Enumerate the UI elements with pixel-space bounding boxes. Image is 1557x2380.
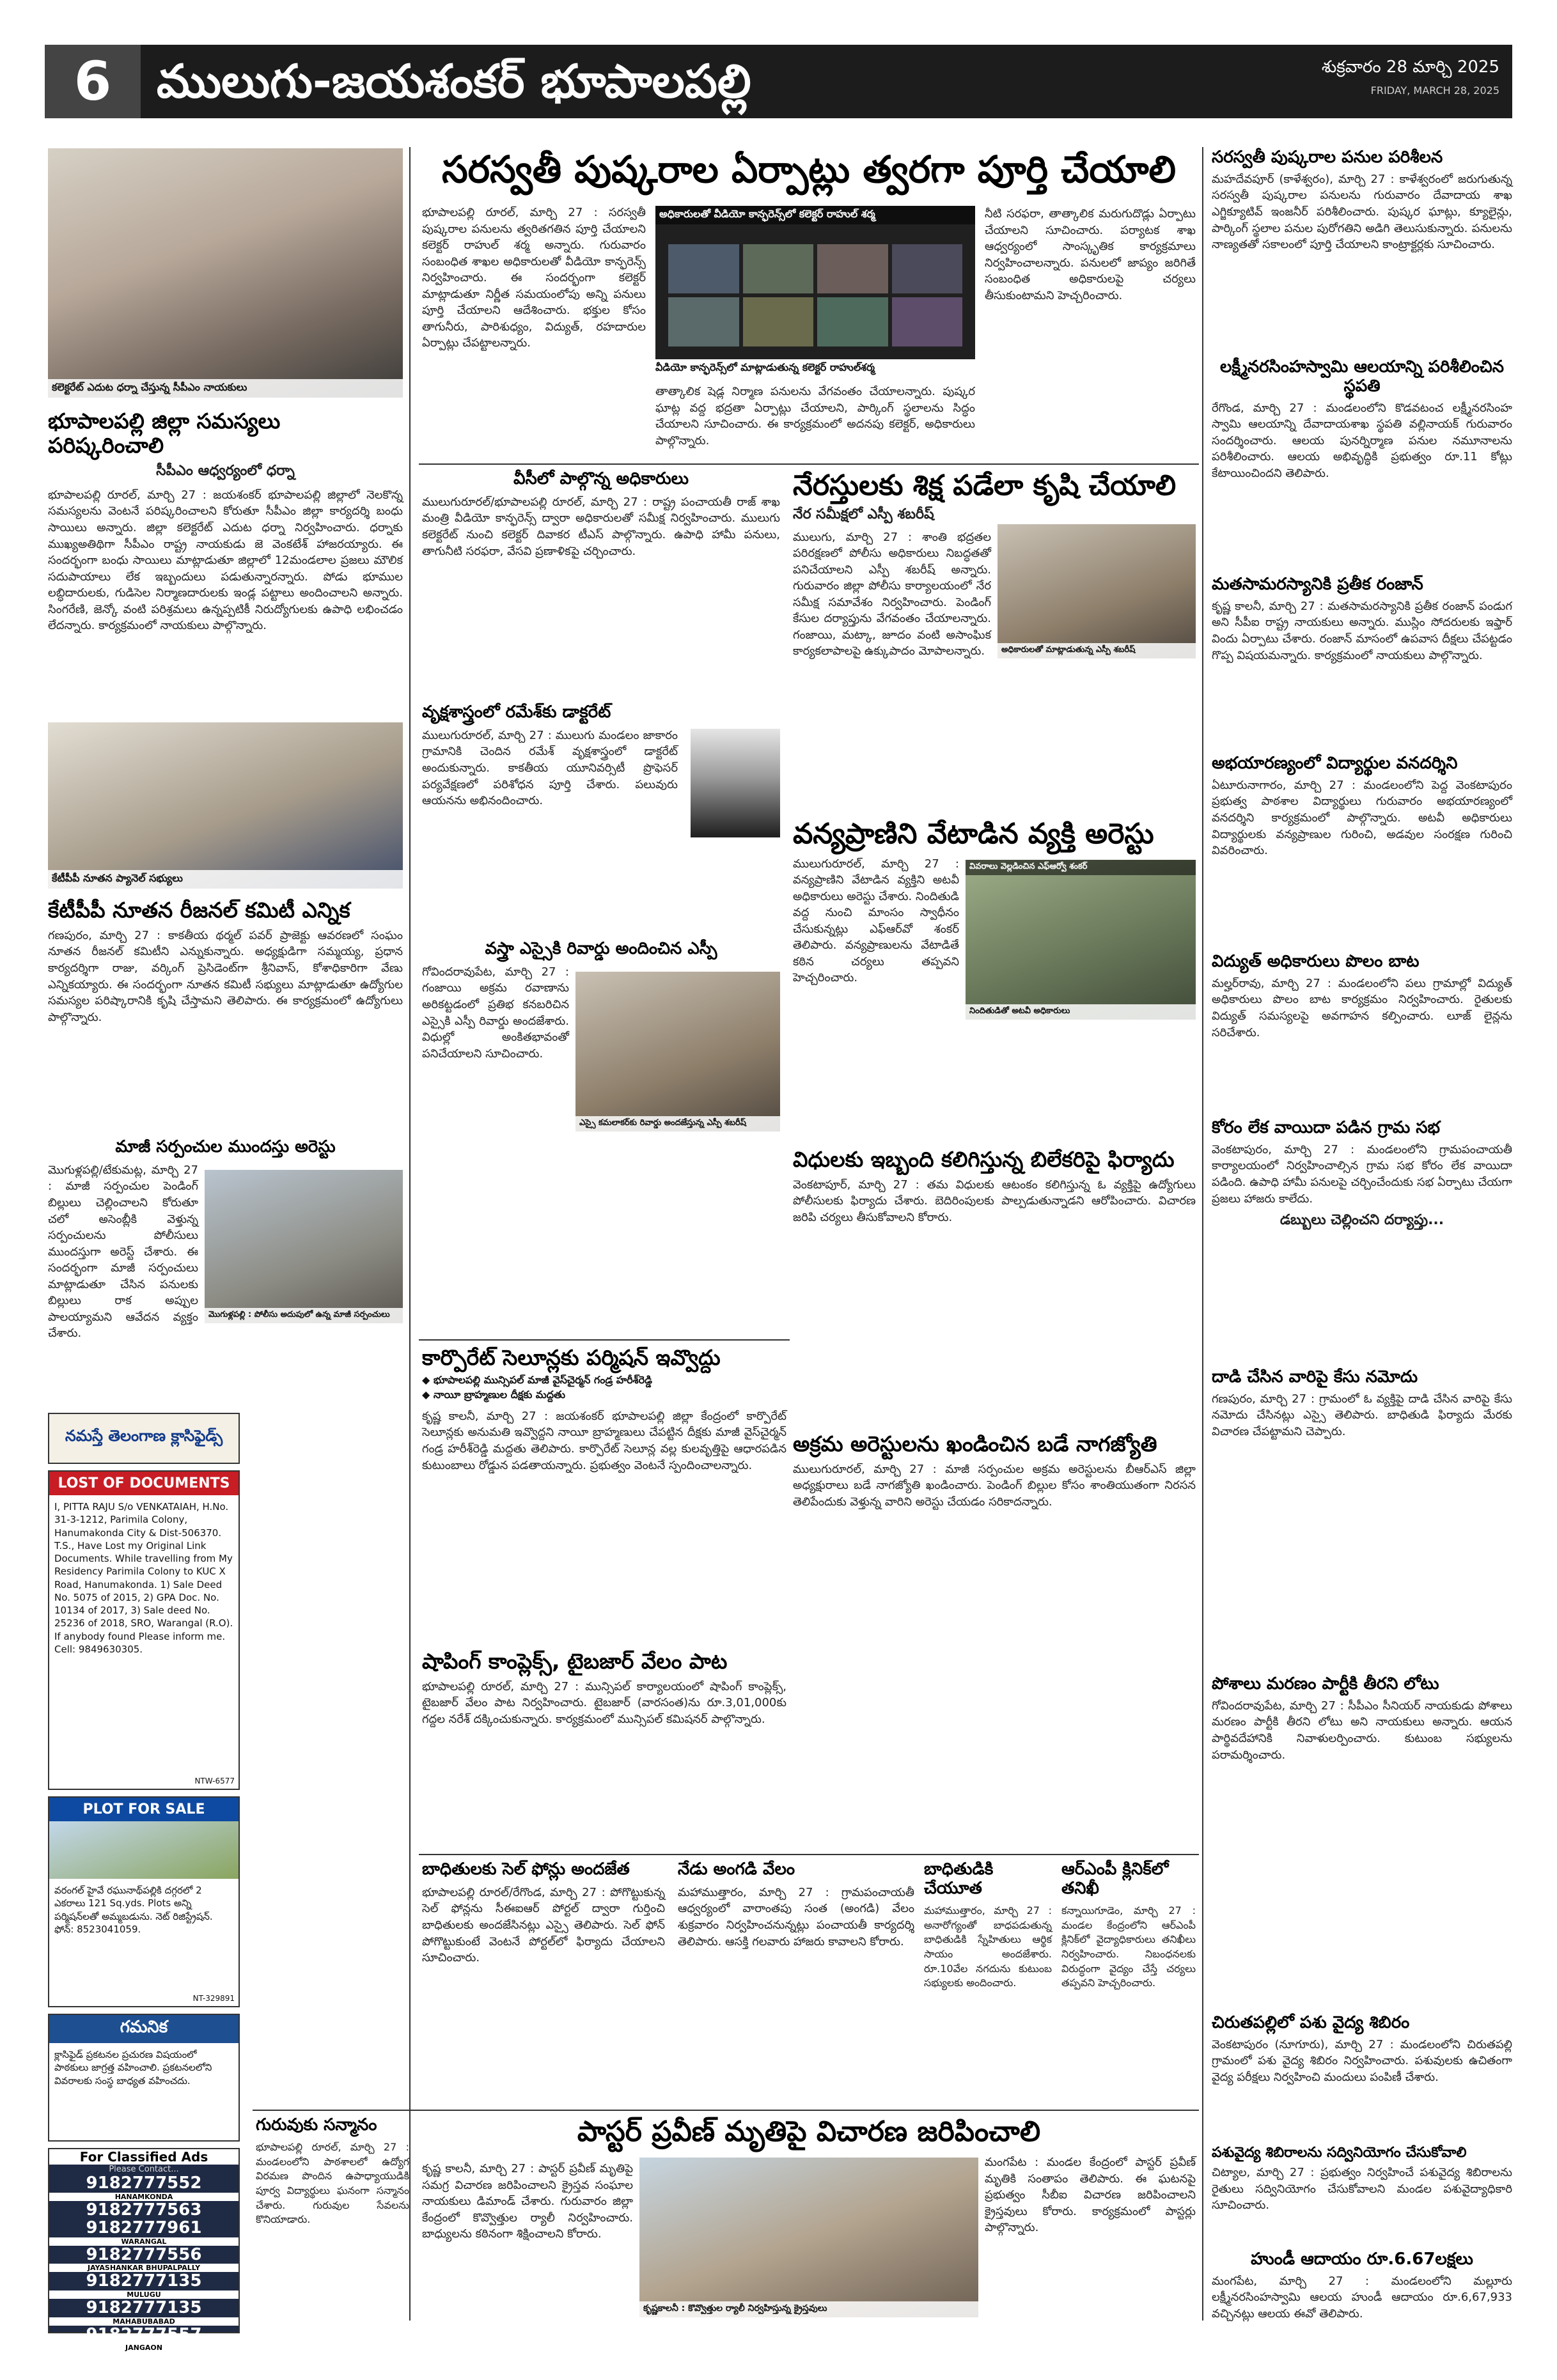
article-teacher-honor [256,2116,409,2227]
article-body: భూపాలపల్లి రూరల్, మార్చి 27 : మున్సిపల్ కార్యాలయంలో షాపింగ్ కాంప్లెక్స్, టైబజార్ వేలం పాట నిర్వహించారు. టైబజార్ (వారసంత)ను రూ.3,01,000కు గద్దల నరేశ్ దక్కించుకున్నారు. కార్యక్రమంలో మున్సిపల్ కమిషనర్ పాల్గొన్నారు. [422,1679,786,1727]
classifieds-brand-box [48,1413,240,1464]
committee-photo [48,722,403,889]
article-pushkaralu-inspection [1212,148,1512,253]
contact-area: MULUGU [49,2291,239,2299]
issue-date-telugu: శుక్రవారం 28 మార్చి 2025 [1321,58,1499,77]
page-masthead [45,45,1512,118]
contacts-subtitle: Please Contact... [109,2165,179,2174]
headline: కేటీపీపీ నూతన రీజనల్ కమిటీ ఎన్నిక [48,898,350,922]
headline: విధులకు ఇబ్బంది కలిగిస్తున్న బిలేకరిపై ఫిర్యాదు [793,1147,1175,1172]
article-body: ములుగురూరల్, మార్చి 27 : మాజీ సర్పంచుల అక్రమ అరెస్టులను బీఆర్ఎస్ జిల్లా అధ్యక్షురాలు బడే నాగజ్యోతి ఖండించారు. పెండింగ్ బిల్లుల కోసం శాంతియుతంగా నిరసన తెలిపేందుకు వెళ్తున్న వారిని అరెస్టు చేయడం సరికాదన్నారు. [793,1462,1196,1509]
article-body-2: మంగపేట : మండల కేంద్రంలో పాస్టర్ ప్రవీణ్ మృతికి సంతాపం తెలిపారు. ఈ ఘటనపై ప్రభుత్వం సీబీఐ విచారణ జరిపించాలని క్రైస్తవులు కోరారు. కార్యక్రమంలో పాస్టర్లు పాల్గొన్నారు. [985,2156,1196,2235]
headline: వస్త్రా ఎస్సైకి రివార్డు అందించిన ఎస్పీ [485,939,717,958]
contact-area: JAYASHANKAR BHUPALPALLY [49,2264,239,2272]
headline: సరస్వతీ పుష్కరాల పనుల పరిశీలన [1212,148,1443,167]
headline: నేరస్తులకు శిక్ష పడేలా కృషి చేయాలి [793,469,1177,502]
contact-phone: 9182777565 [86,2351,202,2371]
ad-body: వరంగల్ హైవే రఘునాథ్‌పల్లికి దగ్గరలో 2 ఎకరాలు 121 Sq.yds. Plots అన్ని పర్మిషన్‌లతో అమ్మబడును. నెట్ రిజిస్ట్రేషన్. ఫోన్: 8523041059. [54,1885,213,1935]
headline: పశువైద్య శిబిరాలను సద్వినియోగం చేసుకోవాలి [1212,2145,1467,2161]
headline: లక్ష్మీనరసింహస్వామి ఆలయాన్ని పరిశీలించిన స్థపతి [1219,357,1505,396]
poacher-photo [966,860,1196,1020]
article-clinic-inspection [1061,1860,1196,1991]
article-bhupalpally-issues [48,409,403,634]
lost-documents-ad [48,1470,240,1790]
column-divider [409,147,411,2321]
article-nagajyothi [793,1432,1196,1511]
article-body: గోవిందరావుపేట, మార్చి 27 : సీపీఎం సీనియర్ నాయకుడు పోశాలు మరణం పార్టీకి తీరని లోటు అని నాయకులు అన్నారు. ఆయన పార్థివదేహానికి నివాళులర్పించారు. కుటుంబ సభ్యులను పరామర్శించారు. [1212,1699,1512,1762]
plot-illustration [49,1821,239,1879]
headline: అక్రమ అరెస్టులను ఖండించిన బడే నాగజ్యోతి [793,1431,1157,1456]
column-divider [1202,147,1203,2321]
notice-title: గమనిక [49,2015,239,2043]
article-body: ములుగురూరల్, మార్చి 27 : ములుగు మండలం జాకారం గ్రామానికి చెందిన రమేశ్ వృక్షశాస్త్రంలో డాక్టరేట్ అందుకున్నారు. కాకతీయ యూనివర్సిటీ ప్రొఫెసర్ పర్యవేక్షణలో పరిశోధన పూర్తి చేశారు. పలువురు ఆయనను అభినందించారు. [422,728,678,808]
article-body: భూపాలపల్లి రూరల్, మార్చి 27 : సరస్వతీ పుష్కరాల పనులను త్వరితగతిన పూర్తి చేయాలని కలెక్టర్ రాహుల్ శర్మ అన్నారు. గురువారం సంబంధిత శాఖల అధికారులతో వీడియో కాన్ఫరెన్స్ నిర్వహించారు. ఈ సందర్భంగా కలెక్టర్ మాట్లాడుతూ నిర్ణీత సమయంలోపు అన్ని పనులు పూర్తి చేయాలని ఆదేశించారు. భక్తుల కోసం తాగునీరు, పారిశుధ్యం, విద్యుత్, రహదారుల ఏర్పాట్లు చేపట్టాలన్నారు. [422,206,646,350]
headline: మాజీ సర్పంచుల ముందస్తు అరెస్టు [115,1137,336,1156]
contact-phone: 9182777135 [86,2271,202,2291]
contact-area: JANGAON [49,2344,239,2352]
article-body: తాత్కాలిక షెడ్ల నిర్మాణ పనులను వేగవంతం చేయాలన్నారు. పుష్కర ఘాట్ల వద్ద భద్రతా ఏర్పాట్లు చేయాలని, పార్కింగ్ స్థలాలను సిద్ధం చేయాలని సూచించారు. ఈ కార్యక్రమంలో అదనపు కలెక్టర్, అధికారులు పాల్గొన్నారు. [655,385,975,447]
subhead: ◆ నాయీ బ్రాహ్మణుల దీక్షకు మద్దతు [422,1388,786,1403]
page-number: 6 [45,45,141,118]
contact-phone: 9182777563 [86,2200,202,2220]
article-body: రేగొండ, మార్చి 27 : మండలంలోని కొడవటంచ లక్ష్మీనరసింహ స్వామి ఆలయాన్ని దేవాదాయశాఖ స్థపతి వల్లినాయక్ గురువారం సందర్శించారు. ఆలయ పునర్నిర్మాణ పనుల నమూనాలను పరిశీలించారు. ఆలయ అభివృద్ధికి ప్రభుత్వం రూ.11 కోట్లు కేటాయించిందని తెలిపారు. [1212,401,1512,480]
article-gram-sabha [1212,1119,1512,1231]
headline: వృక్షశాస్త్రంలో రమేశ్‌కు డాక్టరేట్ [422,703,611,722]
headline: మతసామరస్యానికి ప్రతీక రంజాన్ [1212,575,1423,594]
photo-caption: కృష్ణకాలనీ : కొవ్వొత్తుల ర్యాలీ నిర్వహిస్తున్న క్రైస్తవులు [639,2301,978,2317]
article-body: కన్నాయిగూడెం, మార్చి 27 : మండల కేంద్రంలోని ఆర్ఎంపీ క్లినిక్‌లో వైద్యాధికారులు తనిఖీలు నిర్వహించారు. నిబంధనలకు విరుద్ధంగా వైద్యం చేస్తే చర్యలు తప్పవని హెచ్చరించారు. [1061,1904,1196,1989]
contact-area: WARANGAL [49,2237,239,2246]
headline: బాధితుడికి చేయూత [924,1860,994,1898]
article-body: కృష్ణ కాలనీ, మార్చి 27 : పాస్టర్ ప్రవీణ్ మృతిపై సమగ్ర విచారణ జరిపించాలని క్రైస్తవ సంఘాల నాయకులు డిమాండ్ చేశారు. గురువారం జిల్లా కేంద్రంలో కొవ్వొత్తుల ర్యాలీ నిర్వహించారు. బాధ్యులను కఠినంగా శిక్షించాలని కోరారు. [422,2162,633,2241]
notice-box [48,2014,240,2142]
issue-date [1322,58,1499,97]
article-body: భూపాలపల్లి రూరల్, మార్చి 27 : జయశంకర్ భూపాలపల్లి జిల్లాలో నెలకొన్న సమస్యలను వెంటనే పరిష్కరించాలని కోరుతూ సీపీఎం జిల్లా కార్యదర్శి బంధు సాయిలు అన్నారు. జిల్లా కలెక్టరేట్ ఎదుట ధర్నా నిర్వహించారు. ధర్నాకు ముఖ్యఅతిథిగా సీపీఎం రాష్ట్ర నాయకుడు జె వెంకటేశ్ హాజరయ్యారు. ఈ సందర్భంగా బంధు సాయిలు మాట్లాడుతూ జిల్లాలో 12మండలాల ప్రజలు మౌలిక సదుపాయాలు లేక ఇబ్బందులు పడుతున్నారన్నారు. పోడు భూముల లబ్ధిదారులకు, గుడిసెల నిర్మాణదారులకు ఇండ్ల పట్టాలు అందించాలని అన్నారు. సింగరేణి, జెన్కో వంటి పరిశ్రమలు ఉన్నప్పటికీ నిరుద్యోగులకు ఉపాధి లభించడం లేదన్నారు. కార్యక్రమంలో నాయకులు పాల్గొన్నారు. [48,488,403,633]
lead-photo-caption-block [655,361,975,376]
ad-title: LOST OF DOCUMENTS [49,1472,239,1495]
video-conference-photo [655,206,975,359]
subhead: ◆ భూపాలపల్లి మున్సిపల్ మాజీ వైస్‌చైర్మన్ గండ్ర హరీశ్‌రెడ్డి [422,1374,786,1388]
article-body: గణపురం, మార్చి 27 : గ్రామంలో ఓ వ్యక్తిపై దాడి చేసిన వారిపై కేసు నమోదు చేసినట్లు ఎస్సై తెలిపారు. బాధితుడి ఫిర్యాదు మేరకు విచారణ చేపట్టామని చెప్పారు. [1212,1392,1512,1438]
ad-ref: NTW-6577 [194,1776,235,1785]
article-body: నీటి సరఫరా, తాత్కాలిక మరుగుదొడ్లు ఏర్పాటు చేయాలని సూచించారు. పర్యాటక శాఖ ఆధ్వర్యంలో సాంస్కృతిక కార్యక్రమాలు నిర్వహించాలన్నారు. పనులలో జాప్యం జరిగితే సంబంధిత అధికారులపై చర్యలు తీసుకుంటామని హెచ్చరించారు. [985,207,1196,302]
headline: షాపింగ్ కాంప్లెక్స్, టైబజార్ వేలం పాట [422,1649,728,1674]
article-vet-camp [1212,2014,1512,2086]
classifieds-brand: నమస్తే తెలంగాణ క్లాసిఫైడ్స్ [65,1427,223,1445]
arrest-photo [205,1170,403,1323]
article-body: చిట్యాల, మార్చి 27 : ప్రభుత్వం నిర్వహించే పశువైద్య శిబిరాలను రైతులు సద్వినియోగం చేసుకోవాలని మండల పశువైద్యాధికారి సూచించారు. [1212,2166,1512,2213]
article-poshalu [1212,1675,1512,1763]
article-body: మొగుళ్లపల్లి/టేకుమట్ల, మార్చి 27 : మాజీ సర్పంచుల పెండింగ్ బిల్లులు చెల్లించాలని కోరుతూ చలో అసెంబ్లీకి వెళ్తున్న సర్పంచులను పోలీసులు ముందస్తుగా అరెస్ట్ చేశారు. ఈ సందర్భంగా మాజీ సర్పంచులు మాట్లాడుతూ చేసిన పనులకు బిల్లులు రాక అప్పుల పాలయ్యామని ఆవేదన వ్యక్తం చేశారు. [48,1163,198,1341]
headline: చిరుతపల్లిలో పశు వైద్య శిబిరం [1212,2013,1410,2032]
headline: కార్పొరేట్ సెలూన్లకు పర్మిషన్ ఇవ్వొద్దు [422,1345,721,1370]
contact-phone: 9182777961 [86,2218,202,2238]
photo-caption: వీడియో కాన్ఫరెన్స్‌లో మాట్లాడుతున్న కలెక్టర్ రాహుల్‌శర్మ [655,361,875,373]
article-body: భూపాలపల్లి రూరల్, మార్చి 27 : మండలంలోని పాఠశాలలో ఉద్యోగ విరమణ పొందిన ఉపాధ్యాయుడికి పూర్వ విద్యార్థులు ఘనంగా సన్మానం చేశారు. గురువుల సేవలను కొనియాడారు. [256,2140,409,2226]
photo-caption: అధికారులతో మాట్లాడుతున్న ఎస్పీ శబరీష్ [998,643,1196,658]
lead-article-col1 [422,205,646,352]
article-attack-case [1212,1368,1512,1440]
article-complaint [793,1147,1196,1226]
headline: హుండీ ఆదాయం రూ.6.67లక్షలు [1251,2250,1473,2269]
article-body: భూపాలపల్లి రూరల్/రేగొండ, మార్చి 27 : పోగొట్టుకున్న సెల్ ఫోన్లను సీఈఐఆర్ పోర్టల్ ద్వారా గుర్తించి బాధితులకు అందజేసినట్లు ఎస్సై తెలిపారు. సెల్ ఫోన్ పోగొట్టుకుంటే వెంటనే పోర్టల్‌లో ఫిర్యాదు చేయాలని సూచించారు. [422,1885,665,1965]
article-hundi [1212,2250,1512,2322]
headline: దాడి చేసిన వారిపై కేసు నమోదు [1212,1367,1418,1387]
article-help [924,1860,1052,1991]
article-ramzan [1212,575,1512,664]
video-grid [668,244,962,346]
article-forest-visit [1212,754,1512,859]
photo-caption: అధికారులతో వీడియో కాన్ఫరెన్స్‌లో కలెక్టర్ రాహుల్ శర్మ [655,206,975,224]
article-pastor-praveen [422,2115,1196,2241]
section-rule [419,1854,1199,1855]
photo-caption: మొగుళ్లపల్లి : పోలీసు అదుపులో ఉన్న మాజీ సర్పంచులు [205,1308,403,1323]
candle-rally-photo [639,2158,978,2317]
kicker: సీపీఎం ఆధ్వర్యంలో ధర్నా [156,462,295,479]
headline: కోరం లేక వాయిదా పడిన గ్రామ సభ [1212,1118,1441,1137]
photo-caption: కేటీపీపీ నూతన ప్యానెల్ సభ్యులు [48,870,403,889]
article-body: గణపురం, మార్చి 27 : కాకతీయ థర్మల్ పవర్ ప్రాజెక్టు ఆవరణలో సంఘం నూతన రీజనల్ కమిటీని ఎన్నుకున్నారు. అధ్యక్షుడిగా సమ్మయ్య, ప్రధాన కార్యదర్శిగా రాజు, వర్కింగ్ ప్రెసిడెంట్‌గా శ్రీనివాస్, కోశాధికారిగా వేణు ఎన్నికయ్యారు. ఈ సందర్భంగా నూతన కమిటీ సభ్యులు మాట్లాడుతూ ఉద్యోగుల సమస్యల పరిష్కారానికి కృషి చేస్తామని తెలిపారు. ఈ కార్యక్రమంలో ఉద్యోగులు పాల్గొన్నారు. [48,928,403,1024]
article-body: మల్హర్‌రావు, మార్చి 27 : మండలంలోని పలు గ్రామాల్లో విద్యుత్ అధికారులు పొలం బాట కార్యక్రమం నిర్వహించారు. రైతులకు విద్యుత్ సమస్యలపై అవగాహన కల్పించారు. లూజ్ లైన్లను సరిచేశారు. [1212,976,1512,1039]
lead-article-col3 [985,206,1196,304]
section-rule [253,2110,1199,2111]
article-vet-camp-use [1212,2145,1512,2214]
contacts-title: For Classified Ads [49,2149,239,2165]
article-body: ములుగు, మార్చి 27 : శాంతి భద్రతల పరిరక్షణలో పోలీసు అధికారులు నిబద్ధతతో పనిచేయాలని ఎస్పీ శబరీష్ అన్నారు. గురువారం జిల్లా పోలీసు కార్యాలయంలో నేర సమీక్ష సమావేశం నిర్వహించారు. పెండింగ్ కేసుల దర్యాప్తును వేగవంతం చేయాలన్నారు. గంజాయి, మట్కా, జూదం వంటి అసాంఘిక కార్యకలాపాలపై ఉక్కుపాదం మోపాలన్నారు. [793,530,991,658]
lead-headline: సరస్వతీ పుష్కరాల ఏర్పాట్లు త్వరగా పూర్తి చేయాలి [441,148,1177,191]
ad-ref: NT-329891 [192,1993,235,2003]
article-body: మహాముత్తారం, మార్చి 27 : అనారోగ్యంతో బాధపడుతున్న బాధితుడికి స్నేహితులు ఆర్థిక సాయం అందజేశారు. రూ.10వేల నగదును కుటుంబ సభ్యులకు అందించారు. [924,1904,1052,1989]
article-body: కృష్ణ కాలనీ, మార్చి 27 : జయశంకర్ భూపాలపల్లి జిల్లా కేంద్రంలో కార్పొరేట్ సెలూన్లకు అనుమతి ఇవ్వొద్దని నాయీ బ్రాహ్మణులు చేపట్టిన దీక్షకు మాజీ వైస్‌చైర్మన్ గండ్ర హరీశ్‌రెడ్డి మద్దతు తెలిపారు. కార్పొరేట్ సెలూన్ల వల్ల కులవృత్తిపై ఆధారపడిన కుటుంబాలు రోడ్డున పడతాయన్నారు. ప్రభుత్వం వెంటనే స్పందించాలన్నారు. [422,1409,786,1472]
article-body: వెంకటాపూర్, మార్చి 27 : తమ విధులకు ఆటంకం కలిగిస్తున్న ఓ వ్యక్తిపై ఉద్యోగులు పోలీసులకు ఫిర్యాదు చేశారు. బెదిరింపులకు పాల్పడుతున్నాడని ఆరోపించారు. విచారణ జరిపి చర్యలు తీసుకోవాలని కోరారు. [793,1178,1196,1225]
notice-body: క్లాసిఫైడ్ ప్రకటనల ప్రచురణ విషయంలో పాఠకులు జాగ్రత్త వహించాలి. ప్రకటనలలోని వివరాలకు సంస్థ బాధ్యత వహించదు. [54,2049,212,2087]
reward-photo [575,972,780,1132]
headline: నేడు అంగడి వేలం [678,1860,795,1879]
article-market-auction [678,1860,914,1950]
headline: ఆర్ఎంపీ క్లినిక్‌లో తనిఖీ [1061,1860,1169,1898]
section-title: ములుగు-జయశంకర్ భూపాలపల్లి [157,54,751,108]
article-vc-officials [422,470,780,559]
section-rule [419,1339,790,1341]
headline: గురువుకు సన్మానం [256,2115,377,2135]
article-body: మంగపేట, మార్చి 27 : మండలంలోని మల్లూరు లక్ష్మీనరసింహస్వామి ఆలయ హుండీ ఆదాయం రూ.6,67,933 వచ్చినట్లు ఆలయ ఈవో తెలిపారు. [1212,2274,1512,2321]
contact-phone: 9182777135 [86,2298,202,2317]
contact-area: MAHABUBABAD [49,2317,239,2326]
protest-photo [48,148,403,398]
headline: వన్యప్రాణిని వేటాడిన వ్యక్తి అరెస్టు [793,818,1154,850]
photo-caption: ఎస్సై కమలాకర్‌కు రివార్డు అందజేస్తున్న ఎస్పీ శబరీష్ [575,1116,780,1132]
article-body: వెంకటాపురం, మార్చి 27 : మండలంలోని గ్రామపంచాయతీ కార్యాలయంలో నిర్వహించాల్సిన గ్రామ సభ కోరం లేక వాయిదా పడింది. ఉపాధి హామీ పనులపై చర్చించేందుకు సభ ఏర్పాటు చేయగా ప్రజలు హాజరు కాలేదు. [1212,1142,1512,1206]
lead-headline-block [422,148,1196,191]
ad-title: PLOT FOR SALE [49,1798,239,1821]
headline: అభయారణ్యంలో విద్యార్థుల వనదర్శిని [1212,754,1458,773]
portrait-photo [691,729,780,837]
headline: భూపాలపల్లి జిల్లా సమస్యలు పరిష్కరించాలి [48,408,281,458]
lead-article-col2 [655,384,975,449]
article-body: మహదేవపూర్ (కాళేశ్వరం), మార్చి 27 : కాళేశ్వరంలో జరుగుతున్న సరస్వతీ పుష్కరాల పనులను గురువారం దేవాదాయ శాఖ ఎగ్జిక్యూటివ్ ఇంజనీర్ పరిశీలించారు. పుష్కర ఘాట్లు, క్యూలైన్లు, పార్కింగ్ స్థలాల పనుల పురోగతిని అడిగి తెలుసుకున్నారు. పనులను నాణ్యతతో సకాలంలో పూర్తి చేయాలని కాంట్రాక్టర్లకు సూచించారు. [1212,172,1512,252]
subhead: డబ్బులు చెల్లించని దర్యాప్తు... [1279,1212,1444,1229]
article-auction [422,1649,786,1728]
photo-caption-top: వివరాలు వెల్లడించిన ఎఫ్ఆర్వో శంకర్ [966,860,1196,875]
crime-review-photo [998,524,1196,658]
article-electricity [1212,953,1512,1041]
contact-area: HANAMKONDA [49,2193,239,2201]
headline: వీసీలో పాల్గొన్న అధికారులు [513,469,689,488]
kicker: నేర సమీక్షలో ఎస్పీ శబరీష్ [793,506,934,522]
article-temple-sthapathi [1212,358,1512,482]
contact-phone: 9182777552 [86,2174,202,2193]
headline: విద్యుత్ అధికారులు పొలం బాట [1212,952,1420,971]
contacts-list [49,2174,239,2370]
article-corporate-salons [422,1346,786,1474]
article-body: ములుగురూరల్/భూపాలపల్లి రూరల్, మార్చి 27 : రాష్ట్ర పంచాయతీ రాజ్ శాఖ మంత్రి వీడియో కాన్ఫరెన్స్ ద్వారా అధికారులతో సమీక్ష నిర్వహించారు. ములుగు కలెక్టరేట్ నుంచి కలెక్టర్ దివాకర టీఎస్ పాల్గొన్నారు. ఉపాధి హామీ పనులు, తాగునీటి సరఫరా, వేసవి ప్రణాళికపై చర్చించారు. [422,495,780,558]
contact-phone: 9182777556 [86,2244,202,2264]
classified-contacts [48,2148,240,2371]
plot-sale-ad [48,1796,240,2007]
contact-phone: 9182777557 [86,2324,202,2344]
article-ktpp-committee [48,898,403,1025]
headline: పాస్టర్ ప్రవీణ్ మృతిపై విచారణ జరిపించాలి [577,2115,1041,2148]
section-rule [419,463,1199,465]
article-body: వెంకటాపురం (నూగూరు), మార్చి 27 : మండలంలోని చిరుతపల్లి గ్రామంలో పశు వైద్య శిబిరం నిర్వహించారు. పశువులకు ఉచితంగా వైద్య పరీక్షలు నిర్వహించి మందులు పంపిణీ చేశారు. [1212,2037,1512,2084]
photo-caption: నిందితుడితో అటవీ అధికారులు [966,1004,1196,1020]
article-body: గోవిందరావుపేట, మార్చి 27 : గంజాయి అక్రమ రవాణాను అరికట్టడంలో ప్రతిభ కనబరిచిన ఎస్సైకి ఎస్పీ రివార్డు అందజేశారు. విధుల్లో అంకితభావంతో పనిచేయాలని సూచించారు. [422,965,569,1061]
article-body: కృష్ణ కాలనీ, మార్చి 27 : మతసామరస్యానికి ప్రతీక రంజాన్ పండుగ అని సీపీఐ రాష్ట్ర నాయకులు అన్నారు. ముస్లిం సోదరులకు ఇఫ్తార్ విందు ఏర్పాటు చేశారు. రంజాన్ మాసంలో ఉపవాస దీక్షలు చేపట్టడం గొప్ప విషయమన్నారు. కార్యక్రమంలో నాయకులు పాల్గొన్నారు. [1212,599,1512,662]
headline: పోశాలు మరణం పార్టీకి తీరని లోటు [1212,1674,1439,1693]
headline: బాధితులకు సెల్ ఫోన్లు అందజేత [422,1860,630,1879]
article-body: ఏటూరునాగారం, మార్చి 27 : మండలంలోని పెద్ద వెంకటాపురం ప్రభుత్వ పాఠశాల విద్యార్థులు గురువారం అభయారణ్యంలో వనదర్శిని కార్యక్రమంలో పాల్గొన్నారు. అటవీ అధికారులు విద్యార్థులకు వన్యప్రాణుల గురించి, అడవుల సంరక్షణ గురించి వివరించారు. [1212,778,1512,858]
photo-caption: కలెక్టరేట్ ఎదుట ధర్నా చేస్తున్న సీపీఎం నాయకులు [48,379,403,398]
article-body: మహాముత్తారం, మార్చి 27 : గ్రామపంచాయతీ ఆధ్వర్యంలో వారాంతపు సంత (అంగడి) వేలం శుక్రవారం నిర్వహించనున్నట్లు పంచాయతీ కార్యదర్శి తెలిపారు. ఆసక్తి గలవారు హాజరు కావాలని కోరారు. [678,1885,914,1948]
ad-body: I, PITTA RAJU S/o VENKATAIAH, H.No. 31-3-1212, Parimila Colony, Hanumakonda City & Dist-506370. T.S., Have Lost my Original Link Documents. While travelling from My Residency Parimila Colony to KUC X Road, Hanumakonda. 1) Sale Deed No. 5075 of 2015, 2) GPA Doc. No. 10134 of 2017, 3) Sale deed No. 25236 of 2018, SRO, Warangal (R.O). If anybody found Please inform me. Cell: 9849630305. [54,1501,233,1655]
article-body: ములుగురూరల్, మార్చి 27 : వన్యప్రాణిని వేటాడిన వ్యక్తిని అటవీ అధికారులు అరెస్టు చేశారు. నిందితుడి వద్ద నుంచి మాంసం స్వాధీనం చేసుకున్నట్లు ఎఫ్‌ఆర్‌వో శంకర్ తెలిపారు. వన్యప్రాణులను వేటాడితే కఠిన చర్యలు తప్పవని హెచ్చరించారు. [793,857,959,985]
article-cellphones [422,1860,665,1966]
issue-date-english: FRIDAY, MARCH 28, 2025 [1370,84,1499,97]
